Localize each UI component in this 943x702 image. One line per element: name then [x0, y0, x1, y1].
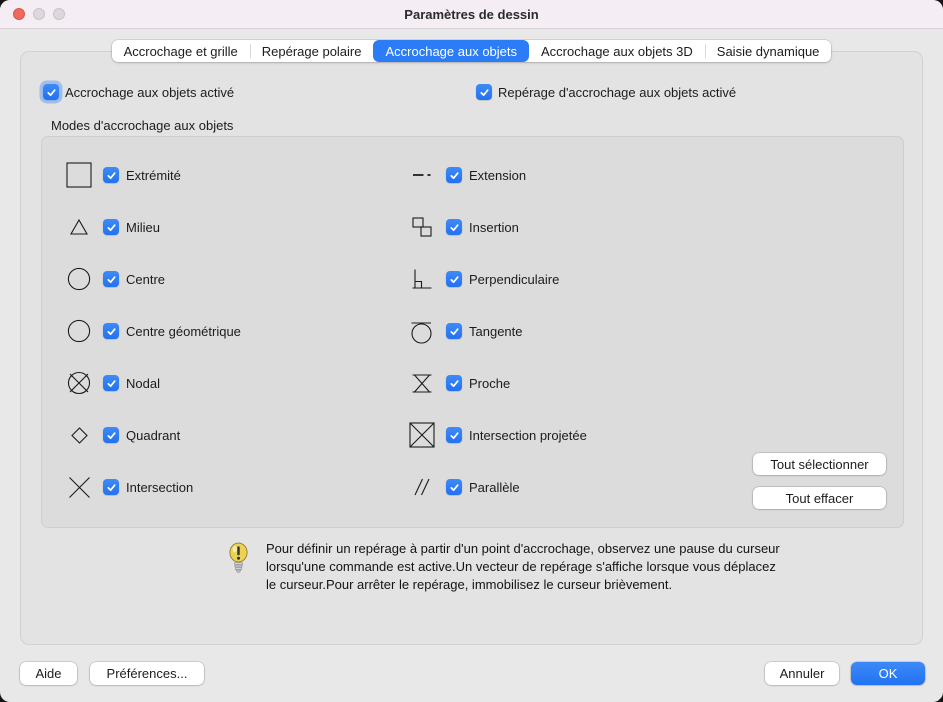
mode-row-proche — [405, 370, 765, 396]
mode-row-tangente — [405, 318, 765, 344]
insertion-checkbox[interactable] — [446, 219, 462, 235]
extremite-checkbox[interactable] — [103, 167, 119, 183]
step-squares-icon — [405, 217, 439, 237]
minimize-icon[interactable] — [33, 8, 45, 20]
mode-label: Proche — [469, 375, 511, 391]
mode-row-intersection-projetee — [405, 422, 765, 448]
perpendiculaire-checkbox[interactable] — [446, 271, 462, 287]
osnap-tracking-hint: Pour définir un repérage à partir d'un point d'accrochage, observez une pause du curseur lorsqu'une commande est active.Un vecteur de repérage s'affiche lorsque vous déplacez le curseur.Pour arrêter le repérage, immobilisez le curseur brièvement. — [266, 541, 780, 592]
milieu-checkbox[interactable] — [103, 219, 119, 235]
tangente-checkbox[interactable] — [446, 323, 462, 339]
traffic-lights — [13, 8, 65, 20]
mode-row-extremite — [62, 162, 397, 188]
centre-checkbox[interactable] — [103, 271, 119, 287]
diamond-icon — [62, 427, 96, 444]
otrack-enabled-toggle — [476, 83, 736, 101]
mode-row-quadrant — [62, 422, 397, 448]
mode-label: Intersection projetée — [469, 427, 587, 443]
tab-accrochage-aux-objets[interactable]: Accrochage aux objets — [373, 40, 529, 62]
mode-row-parallele — [405, 474, 765, 500]
square-icon — [62, 162, 96, 188]
zoom-icon[interactable] — [53, 8, 65, 20]
close-icon[interactable] — [13, 8, 25, 20]
mode-label: Centre — [126, 271, 166, 287]
circle-x-icon — [62, 370, 96, 396]
mode-label: Perpendiculaire — [469, 271, 560, 287]
mode-row-centre-geometrique — [62, 318, 397, 344]
mode-row-intersection — [62, 474, 397, 500]
parallel-lines-icon — [405, 478, 439, 496]
triangle-icon — [62, 219, 96, 235]
mode-row-nodal — [62, 370, 397, 396]
proche-checkbox[interactable] — [446, 375, 462, 391]
mode-label: Centre géométrique — [126, 323, 241, 339]
mode-label: Milieu — [126, 219, 160, 235]
mode-row-centre — [62, 266, 397, 292]
resize-handle[interactable] — [930, 689, 943, 702]
mode-label: Insertion — [469, 219, 519, 235]
cancel-button[interactable]: Annuler — [765, 662, 839, 685]
dash-dot-icon — [405, 171, 439, 179]
mode-row-insertion — [405, 214, 765, 240]
intersection-projetee-checkbox[interactable] — [446, 427, 462, 443]
extension-checkbox[interactable] — [446, 167, 462, 183]
tab-accrochage-aux-objets-3d[interactable]: Accrochage aux objets 3D — [541, 43, 693, 59]
modes-section-label: Modes d'accrochage aux objets — [51, 118, 234, 133]
titlebar — [0, 0, 943, 29]
mode-label: Parallèle — [469, 479, 520, 495]
perpendicular-icon — [405, 269, 439, 289]
mode-row-extension — [405, 162, 765, 188]
mode-label: Nodal — [126, 375, 160, 391]
mode-label: Tangente — [469, 323, 523, 339]
tab-reperage-polaire[interactable]: Repérage polaire — [250, 40, 374, 62]
otrack-enabled-label: Repérage d'accrochage aux objets activé — [498, 84, 737, 100]
circle-icon — [62, 319, 96, 343]
clear-all-button[interactable]: Tout effacer — [753, 487, 886, 509]
quadrant-checkbox[interactable] — [103, 427, 119, 443]
tab-saisie-dynamique[interactable]: Saisie dynamique — [705, 40, 832, 62]
window-title: Paramètres de dessin — [404, 6, 539, 22]
otrack-enabled-checkbox[interactable] — [476, 84, 492, 100]
mode-label: Extrémité — [126, 167, 181, 183]
mode-label: Extension — [469, 167, 527, 183]
osnap-enabled-label: Accrochage aux objets activé — [65, 84, 235, 100]
osnap-enabled-checkbox[interactable] — [43, 84, 59, 100]
intersection-checkbox[interactable] — [103, 479, 119, 495]
tab-content-panel — [20, 51, 923, 645]
osnap-modes-groupbox — [41, 136, 904, 528]
help-button[interactable]: Aide — [20, 662, 77, 685]
tab-bar — [0, 40, 943, 62]
ok-button[interactable]: OK — [851, 662, 925, 685]
mode-label: Quadrant — [126, 427, 181, 443]
boxed-x-icon — [405, 422, 439, 448]
preferences-button[interactable]: Préférences... — [90, 662, 204, 685]
circle-tangent-icon — [405, 319, 439, 344]
osnap-enabled-toggle — [43, 83, 234, 101]
nodal-checkbox[interactable] — [103, 375, 119, 391]
x-icon — [62, 476, 96, 499]
hourglass-icon — [405, 374, 439, 393]
mode-label: Intersection — [126, 479, 194, 495]
mode-row-perpendiculaire — [405, 266, 765, 292]
circle-icon — [62, 267, 96, 291]
lightbulb-icon — [228, 542, 249, 580]
parallele-checkbox[interactable] — [446, 479, 462, 495]
mode-row-milieu — [62, 214, 397, 240]
select-all-button[interactable]: Tout sélectionner — [753, 453, 886, 475]
tab-accrochage-et-grille[interactable]: Accrochage et grille — [123, 43, 238, 59]
centre-geometrique-checkbox[interactable] — [103, 323, 119, 339]
